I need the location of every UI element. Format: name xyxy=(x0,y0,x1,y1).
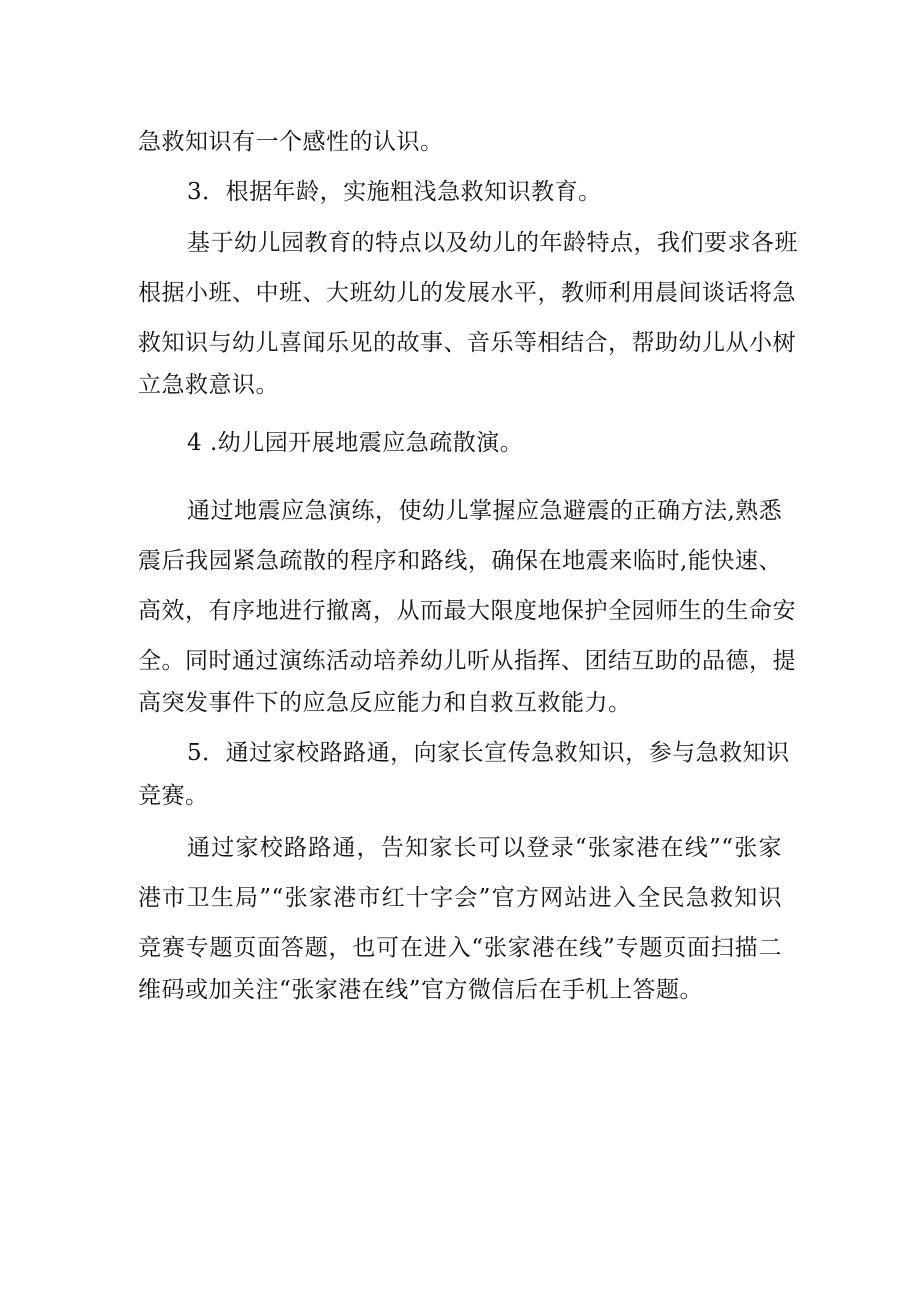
paragraph-line: 立急救意识。 xyxy=(138,372,279,398)
paragraph-line: 维码或加关注“张家港在线”官方微信后在手机上答题。 xyxy=(138,977,704,1003)
section-heading-4: 4 .幼儿园开展地震应急疏散演。 xyxy=(187,430,524,456)
paragraph-line: 全。同时通过演练活动培养幼儿听从指挥、团结互助的品德，提 xyxy=(138,648,796,674)
paragraph-line: 震后我园紧急疏散的程序和路线，确保在地震来临时,能快速、 xyxy=(138,548,782,574)
paragraph-line: 基于幼儿园教育的特点以及幼儿的年龄特点，我们要求各班 xyxy=(187,230,798,256)
paragraph-line: 救知识与幼儿喜闻乐见的故事、音乐等相结合，帮助幼儿从小树 xyxy=(138,330,796,356)
paragraph-line: 港市卫生局”“张家港市红十字会”官方网站进入全民急救知识 xyxy=(138,885,782,911)
paragraph-line: 竞赛专题页面答题，也可在进入“张家港在线”专题页面扫描二 xyxy=(138,935,782,961)
paragraph-line: 通过地震应急演练，使幼儿掌握应急避震的正确方法,熟悉 xyxy=(187,498,783,524)
paragraph-line: 竞赛。 xyxy=(138,783,209,809)
section-heading-5: 5．通过家校路路通，向家长宣传急救知识，参与急救知识 xyxy=(187,740,790,766)
paragraph-line: 高效，有序地进行撤离，从而最大限度地保护全园师生的生命安 xyxy=(138,598,796,624)
paragraph-line: 高突发事件下的应急反应能力和自救互救能力。 xyxy=(138,690,632,716)
paragraph-line: 通过家校路路通，告知家长可以登录“张家港在线”“张家 xyxy=(187,835,782,861)
paragraph-line: 根据小班、中班、大班幼儿的发展水平，教师利用晨间谈话将急 xyxy=(138,280,796,306)
section-heading-3: 3．根据年龄，实施粗浅急救知识教育。 xyxy=(187,179,602,205)
paragraph-line: 急救知识有一个感性的认识。 xyxy=(138,129,444,155)
